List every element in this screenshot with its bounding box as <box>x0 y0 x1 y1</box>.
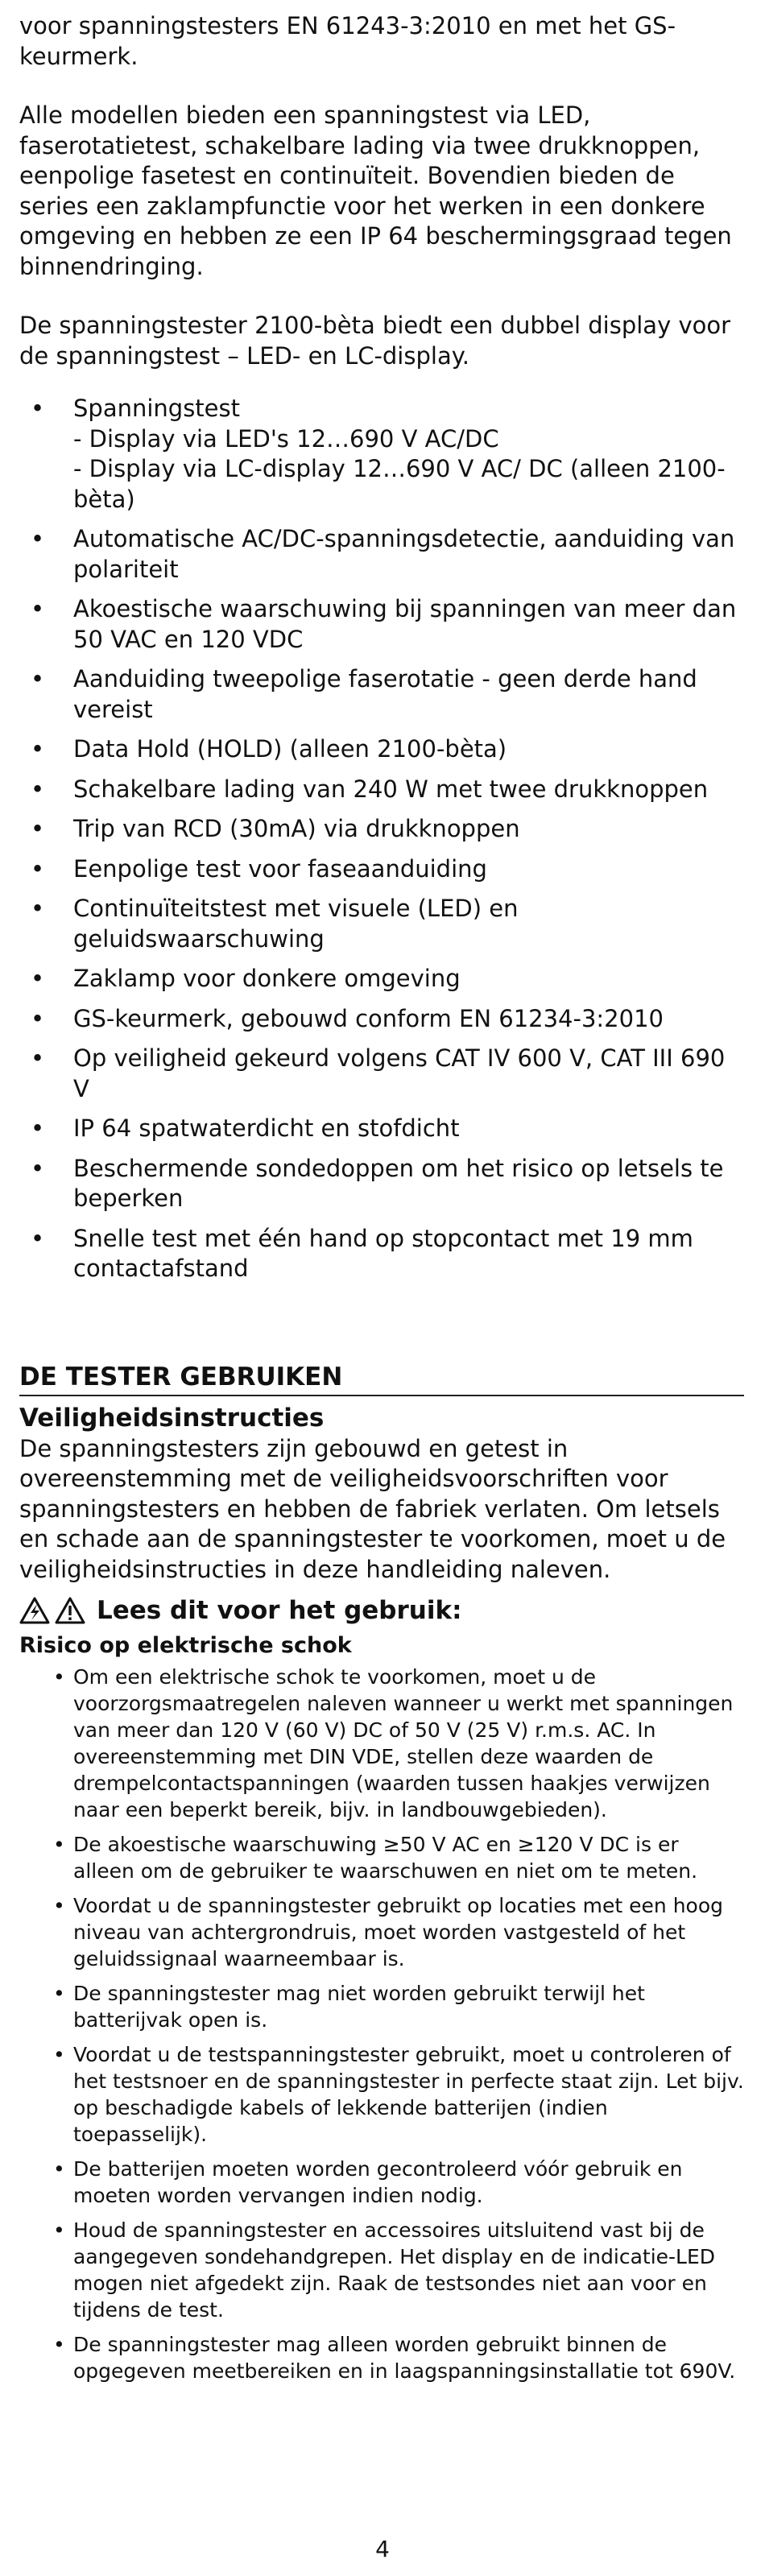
intro-paragraph: voor spanningstesters EN 61243-3:2010 en met het GS-keurmerk. <box>19 12 676 70</box>
feature-item <box>19 664 744 725</box>
feature-text: Data Hold (HOLD) (alleen 2100-bèta) <box>73 735 507 763</box>
subsection-title: Veiligheidsinstructies <box>19 1403 325 1433</box>
safety-item <box>19 1892 744 1972</box>
feature-text: Automatische AC/DC-spanningsdetectie, aanduiding van polariteit <box>73 525 735 583</box>
safety-instructions-list <box>19 1664 744 2384</box>
feature-item <box>19 1154 744 1214</box>
bullet-icon: • <box>31 965 45 992</box>
feature-text: Trip van RCD (30mA) via drukknoppen <box>73 815 520 842</box>
bullet-icon: • <box>31 735 45 763</box>
safety-item <box>19 2041 744 2148</box>
feature-item <box>19 524 744 585</box>
section-divider <box>19 1395 744 1396</box>
feature-item <box>19 734 744 765</box>
risk-title: Risico op elektrische schok <box>19 1633 352 1658</box>
safety-item-text: De spanningstester mag alleen worden gebruikt binnen de opgegeven meetbereiken en in laagspanningsinstallatie tot 690V. <box>73 2333 736 2383</box>
bullet-icon: • <box>53 2157 65 2181</box>
feature-item <box>19 1044 744 1104</box>
bullet-icon: • <box>31 815 45 842</box>
bullet-icon: • <box>31 1154 45 1182</box>
safety-item <box>19 1831 744 1884</box>
safety-item <box>19 1664 744 1823</box>
models-paragraph: Alle modellen bieden een spanningstest via LED, faserotatietest, schakelbare lading via twee drukknoppen, eenpolige fasetest en continuïteit. Bovendien bieden de series een zaklampfunctie voor het werken in een donkere omgeving en hebben ze een IP 64 beschermingsgraad tegen binnendringing. <box>19 101 732 280</box>
feature-text: Continuïteitstest met visuele (LED) en geluidswaarschuwing <box>73 895 519 953</box>
manual-page <box>19 0 744 2392</box>
bullet-icon: • <box>31 1114 45 1142</box>
bullet-icon: • <box>31 525 45 552</box>
bullet-icon: • <box>53 1833 65 1856</box>
bullet-icon: • <box>31 895 45 922</box>
safety-item <box>19 1980 744 2033</box>
feature-subline: - Display via LC-display 12…690 V AC/ DC (alleen 2100-bèta) <box>73 455 726 513</box>
safety-item-text: Voordat u de spanningstester gebruikt op locaties met een hoog niveau van achtergrondruis, moet worden vastgesteld of het geluidssignaal waarneembaar is. <box>73 1894 723 1970</box>
safety-item <box>19 2331 744 2384</box>
page-number: 4 <box>375 2536 390 2562</box>
feature-item <box>19 964 744 994</box>
warning-heading <box>19 1594 744 1627</box>
feature-text: Akoestische waarschuwing bij spanningen van meer dan 50 VAC en 120 VDC <box>73 595 737 653</box>
feature-text: Op veiligheid gekeurd volgens CAT IV 600 V, CAT III 690 V <box>73 1044 726 1102</box>
feature-item <box>19 594 744 655</box>
safety-item-text: Om een elektrische schok te voorkomen, moet u de voorzorgsmaatregelen naleven wanneer u werkt met spanningen van meer dan 120 V (60 V) DC of 50 V (25 V) r.m.s. AC. In overeenstemming met DIN VDE, stellen deze waarden de drempelcontactspanningen (waarden tussen haakjes verwijzen naar een beperkt bereik, bijv. in landbouwgebieden). <box>73 1665 734 1821</box>
safety-item-text: Houd de spanningstester en accessoires uitsluitend vast bij de aangegeven sondehandgrepen. Het display en de indicatie-LED mogen niet afgedekt zijn. Raak de testsondes niet aan voor en tijdens de test. <box>73 2218 716 2322</box>
feature-subline: - Display via LED's 12…690 V AC/DC <box>73 424 499 453</box>
bullet-icon: • <box>31 395 45 422</box>
feature-item <box>19 775 744 805</box>
model-2100-paragraph: De spanningstester 2100-bèta biedt een dubbel display voor de spanningstest – LED- en LC-display. <box>19 312 731 370</box>
section-title: DE TESTER GEBRUIKEN <box>19 1362 343 1391</box>
bullet-icon: • <box>31 775 45 803</box>
bullet-icon: • <box>31 595 45 622</box>
bullet-icon: • <box>53 2043 65 2066</box>
bullet-icon: • <box>31 665 45 693</box>
bullet-icon: • <box>31 1044 45 1072</box>
feature-item <box>19 1224 744 1284</box>
feature-text: Snelle test met één hand op stopcontact met 19 mm contactafstand <box>73 1224 693 1282</box>
feature-item <box>19 394 744 515</box>
warning-triangle-icon <box>19 1597 50 1624</box>
safety-intro-paragraph: De spanningstesters zijn gebouwd en getest in overeenstemming met de veiligheidsvoorschriften voor spanningstesters en hebben de fabriek verlaten. Om letsels en schade aan de spanningstester te voorkomen, moet u de veiligheidsinstructies in deze handleiding naleven. <box>19 1434 726 1583</box>
warning-heading-text: Lees dit voor het gebruik: <box>97 1596 462 1625</box>
bullet-icon: • <box>53 2333 65 2356</box>
safety-item-text: Voordat u de testspanningstester gebruikt, moet u controleren of het testsnoer en de spanningstester in perfecte staat zijn. Let bijv. op beschadigde kabels of lekkende batterijen (indien toepasselijk). <box>73 2043 744 2146</box>
safety-item-text: De spanningstester mag niet worden gebruikt terwijl het batterijvak open is. <box>73 1982 645 2032</box>
safety-item-text: De batterijen moeten worden gecontroleerd vóór gebruik en moeten worden vervangen indien nodig. <box>73 2157 683 2207</box>
feature-text: Beschermende sondedoppen om het risico op letsels te beperken <box>73 1154 724 1212</box>
feature-text: Spanningstest <box>73 395 240 422</box>
feature-text: Schakelbare lading van 240 W met twee drukknoppen <box>73 775 709 803</box>
feature-item <box>19 1004 744 1035</box>
feature-item <box>19 894 744 954</box>
bullet-icon: • <box>53 2218 65 2242</box>
bullet-icon: • <box>31 1004 45 1032</box>
bullet-icon: • <box>53 1982 65 2005</box>
bullet-icon: • <box>31 854 45 883</box>
feature-item <box>19 814 744 845</box>
feature-text: IP 64 spatwaterdicht en stofdicht <box>73 1114 460 1142</box>
feature-item <box>19 854 744 885</box>
bullet-icon: • <box>53 1894 65 1917</box>
bullet-icon: • <box>31 1224 45 1252</box>
feature-item <box>19 1114 744 1144</box>
feature-text: GS-keurmerk, gebouwd conform EN 61234-3:2010 <box>73 1004 664 1032</box>
warning-triangle-icon <box>55 1597 85 1624</box>
safety-item-text: De akoestische waarschuwing ≥50 V AC en ≥120 V DC is er alleen om de gebruiker te waarschuwen en niet om te meten. <box>73 1833 698 1883</box>
safety-item <box>19 2156 744 2209</box>
features-list <box>19 394 744 1284</box>
bullet-icon: • <box>53 1665 65 1689</box>
feature-text: Zaklamp voor donkere omgeving <box>73 965 461 992</box>
feature-text: Aanduiding tweepolige faserotatie - geen derde hand vereist <box>73 665 697 723</box>
feature-text: Eenpolige test voor faseaanduiding <box>73 854 487 883</box>
safety-item <box>19 2217 744 2323</box>
